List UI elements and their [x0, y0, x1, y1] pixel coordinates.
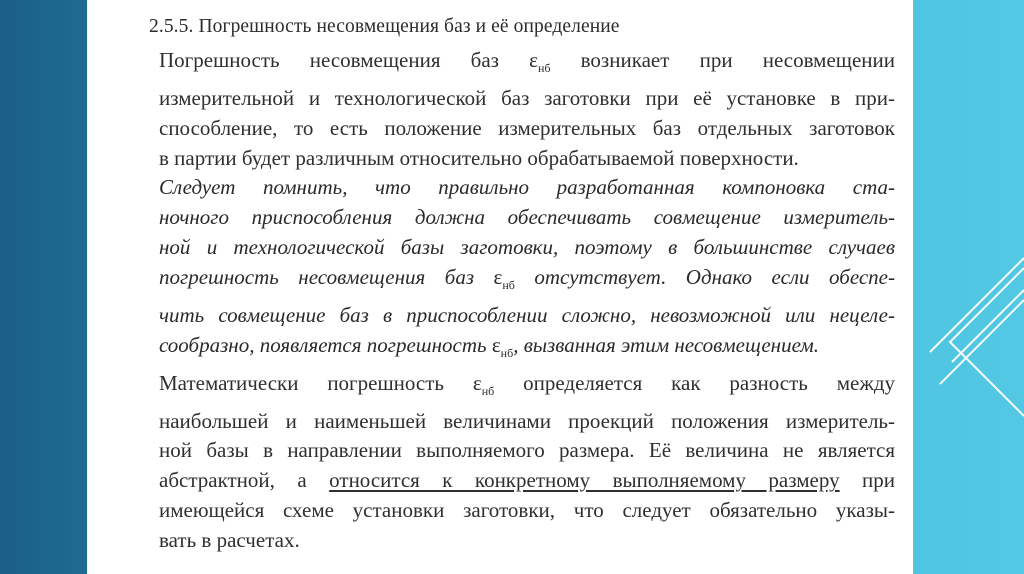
p1-line2: измерительной и технологической баз заготовки при её установке в при-	[159, 85, 895, 110]
paragraph-3	[149, 369, 895, 556]
p1-line1b: возникает при несовмещении	[580, 48, 895, 72]
p3-line2: наибольшей и наименьшей величинами проекций положения измеритель-	[159, 408, 895, 433]
p2-line6b: , вызванная этим несовмещением.	[513, 332, 820, 357]
p3-line4b: при	[862, 468, 896, 493]
p2-line4b: отсутствует. Однако если обеспе-	[534, 264, 895, 289]
p3-underlined-phrase: относится к конкретному выполняемому размеру	[329, 468, 840, 493]
p3-line6: вать в расчетах.	[159, 527, 300, 552]
paragraph-2	[149, 173, 895, 368]
p1-line1a: Погрешность несовмещения баз	[159, 48, 499, 72]
p3-line1b: определяется как разность между	[523, 370, 896, 395]
p2-line2: ночного приспособления должна обеспечивать совмещение измеритель-	[159, 205, 895, 230]
epsilon-symbol: $\varepsilon_{нб}$	[493, 264, 515, 292]
section-heading: 2.5.5. Погрешность несовмещения баз и её определение	[149, 16, 620, 37]
p2-line1: Следует помнить, что правильно разработанная компоновка ста-	[159, 175, 895, 200]
p2-line4a: погрешность несовмещения баз	[159, 264, 475, 289]
p1-line3: способление, то есть положение измерительных баз отдельных заготовок	[159, 115, 895, 140]
p3-line3: ной базы в направлении выполняемого размера. Её величина не является	[159, 438, 895, 463]
p3-line1a: Математически погрешность	[159, 370, 444, 395]
p3-line4a: абстрактной, а	[159, 468, 307, 493]
p1-line4: в партии будет различным относительно обрабатываемой поверхности.	[159, 145, 799, 170]
p2-line5: чить совмещение баз в приспособлении сложно, невозможной или нецеле-	[159, 302, 895, 327]
p3-line5: имеющейся схеме установки заготовки, что следует обязательно указы-	[159, 497, 895, 522]
p2-line6a: сообразно, появляется погрешность	[159, 332, 487, 357]
paragraph-1	[149, 46, 895, 173]
epsilon-symbol: $\varepsilon_{нб}$	[529, 48, 551, 76]
epsilon-symbol: $\varepsilon_{нб}$	[491, 332, 514, 360]
epsilon-symbol: $\varepsilon_{нб}$	[472, 370, 495, 398]
document-page	[87, 0, 913, 574]
p2-line3: ной и технологической базы заготовки, поэтому в большинстве случаев	[159, 234, 895, 259]
